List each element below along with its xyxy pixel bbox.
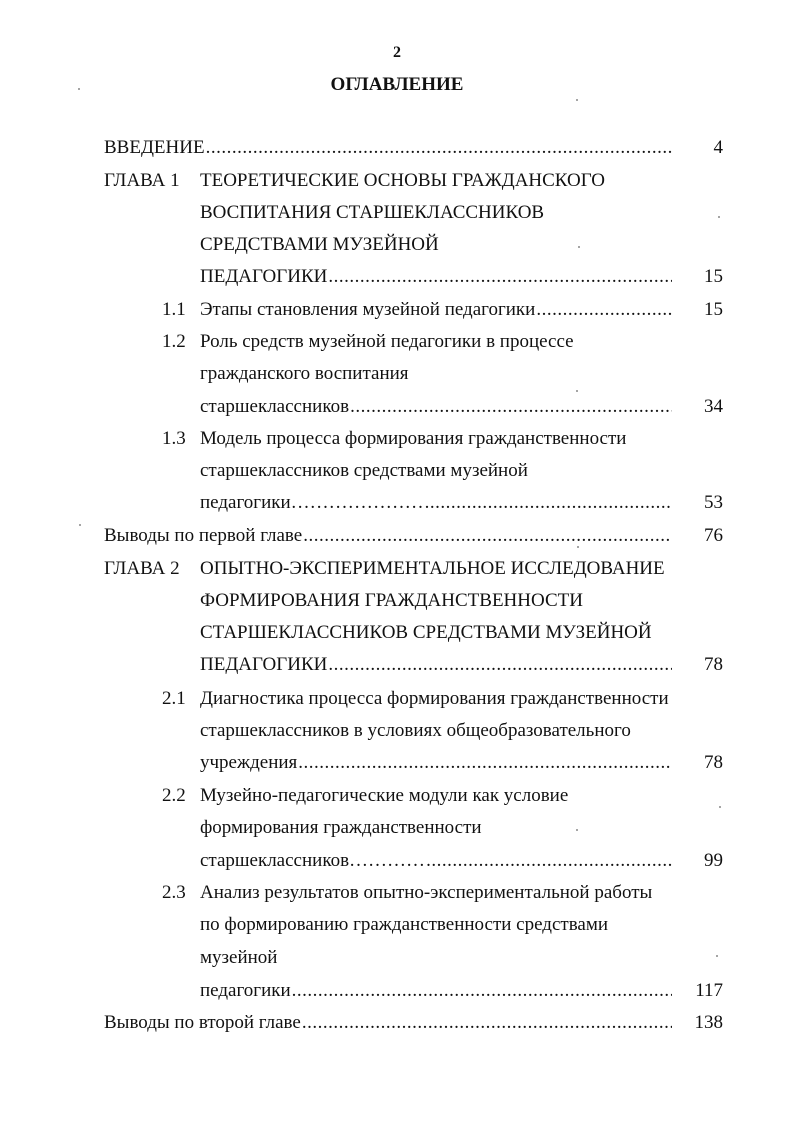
toc-entry-title: музейной (200, 947, 278, 968)
toc-page-number: 15 (704, 299, 723, 320)
toc-section-1-3[interactable] (0, 423, 794, 455)
dot-leader (328, 649, 672, 681)
dot-leader (303, 520, 672, 552)
toc-section-1-3-last[interactable] (0, 487, 794, 519)
scan-speck (719, 806, 721, 808)
toc-page-number: 78 (704, 752, 723, 773)
toc-chapter-1-line (0, 229, 794, 261)
toc-section-2-1-last[interactable] (0, 747, 794, 779)
toc-entry-title: ТЕОРЕТИЧЕСКИЕ ОСНОВЫ ГРАЖДАНСКОГО (200, 170, 605, 191)
section-number: 2.2 (162, 785, 186, 806)
toc-section-2-3-line (0, 942, 794, 974)
toc-entry-title: Модель процесса формирования гражданственности (200, 428, 627, 449)
toc-chapter-1[interactable] (0, 165, 794, 197)
toc-page-number: 99 (704, 850, 723, 871)
toc-page-number: 78 (704, 654, 723, 675)
toc-entry-intro[interactable] (0, 132, 794, 164)
toc-entry-title: старшеклассников………… (200, 850, 426, 871)
toc-entry-title: ПЕДАГОГИКИ (200, 654, 328, 675)
toc-entry-title: Музейно-педагогические модули как условие (200, 785, 569, 806)
toc-chapter-1-last[interactable] (0, 261, 794, 293)
toc-chapter-2-line (0, 585, 794, 617)
toc-entry-title: формирования гражданственности (200, 817, 482, 838)
toc-entry-title: Роль средств музейной педагогики в процессе (200, 331, 574, 352)
toc-entry-title: старшеклассников (200, 396, 350, 417)
toc-entry-conclusions-1[interactable] (0, 520, 794, 552)
toc-entry-title: педагогики………………… (200, 492, 424, 513)
toc-section-2-3-last[interactable] (0, 975, 794, 1007)
toc-section-1-2-line (0, 358, 794, 390)
toc-section-2-1[interactable] (0, 683, 794, 715)
dot-leader (350, 391, 672, 423)
toc-entry-title: гражданского воспитания (200, 363, 409, 384)
dot-leader (298, 747, 672, 779)
toc-entry-title: Выводы по второй главе (104, 1012, 301, 1033)
toc-chapter-2-last[interactable] (0, 649, 794, 681)
toc-entry-title: ВОСПИТАНИЯ СТАРШЕКЛАССНИКОВ (200, 202, 545, 223)
scan-speck (718, 216, 720, 218)
toc-entry-title: Анализ результатов опытно-экспериментальной работы (200, 882, 653, 903)
toc-entry-title: Этапы становления музейной педагогики (200, 299, 536, 320)
toc-page-number: 138 (694, 1012, 723, 1033)
toc-entry-title: ФОРМИРОВАНИЯ ГРАЖДАНСТВЕННОСТИ (200, 590, 583, 611)
toc-entry-title: ПЕДАГОГИКИ (200, 266, 328, 287)
dot-leader (206, 132, 674, 164)
scan-speck (79, 524, 81, 526)
section-number: 1.3 (162, 428, 186, 449)
page-number: 2 (393, 44, 401, 61)
chapter-label: ГЛАВА 2 (104, 558, 180, 579)
scan-speck (716, 955, 718, 957)
toc-section-1-1[interactable] (0, 294, 794, 326)
toc-entry-title: ВВЕДЕНИЕ (104, 137, 205, 158)
toc-section-2-2-last[interactable] (0, 845, 794, 877)
toc-entry-title: СРЕДСТВАМИ МУЗЕЙНОЙ (200, 234, 439, 255)
toc-page-number: 53 (704, 492, 723, 513)
scan-speck (78, 88, 80, 90)
toc-entry-title: старшеклассников в условиях общеобразовательного (200, 720, 631, 741)
toc-section-2-3-line (0, 909, 794, 941)
toc-section-2-2-line (0, 812, 794, 844)
toc-entry-title: СТАРШЕКЛАССНИКОВ СРЕДСТВАМИ МУЗЕЙНОЙ (200, 622, 652, 643)
scan-speck (576, 99, 578, 101)
toc-section-2-2[interactable] (0, 780, 794, 812)
toc-entry-title: педагогики (200, 980, 291, 1001)
toc-entry-title: Выводы по первой главе (104, 525, 303, 546)
toc-page-number: 34 (704, 396, 723, 417)
dot-leader (292, 975, 672, 1007)
section-number: 2.3 (162, 882, 186, 903)
scan-speck (577, 546, 579, 548)
scan-speck (576, 390, 578, 392)
section-number: 1.2 (162, 331, 186, 352)
toc-section-1-3-line (0, 455, 794, 487)
toc-entry-title: ОПЫТНО-ЭКСПЕРИМЕНТАЛЬНОЕ ИССЛЕДОВАНИЕ (200, 558, 665, 579)
dot-leader (302, 1007, 672, 1039)
toc-page-number: 4 (713, 137, 723, 158)
toc-chapter-1-line (0, 197, 794, 229)
toc-chapter-2-line (0, 617, 794, 649)
toc-entry-title: учреждения (200, 752, 298, 773)
toc-section-1-2[interactable] (0, 326, 794, 358)
dot-leader (425, 487, 672, 519)
section-number: 1.1 (162, 299, 186, 320)
toc-entry-title: старшеклассников средствами музейной (200, 460, 528, 481)
toc-entry-conclusions-2[interactable] (0, 1007, 794, 1039)
toc-entry-title: Диагностика процесса формирования гражданственности (200, 688, 669, 709)
scan-speck (576, 829, 578, 831)
toc-section-2-1-line (0, 715, 794, 747)
toc-page-number: 15 (704, 266, 723, 287)
dot-leader (328, 261, 672, 293)
section-number: 2.1 (162, 688, 186, 709)
toc-page-number: 76 (704, 525, 723, 546)
toc-section-2-3[interactable] (0, 877, 794, 909)
chapter-label: ГЛАВА 1 (104, 170, 180, 191)
toc-section-1-2-last[interactable] (0, 391, 794, 423)
page-title: ОГЛАВЛЕНИЕ (330, 74, 464, 95)
toc-page-number: 117 (695, 980, 723, 1001)
dot-leader (426, 845, 672, 877)
dot-leader (536, 294, 672, 326)
toc-entry-title: по формированию гражданственности средствами (200, 914, 609, 935)
scan-speck (578, 246, 580, 248)
toc-chapter-2[interactable] (0, 553, 794, 585)
